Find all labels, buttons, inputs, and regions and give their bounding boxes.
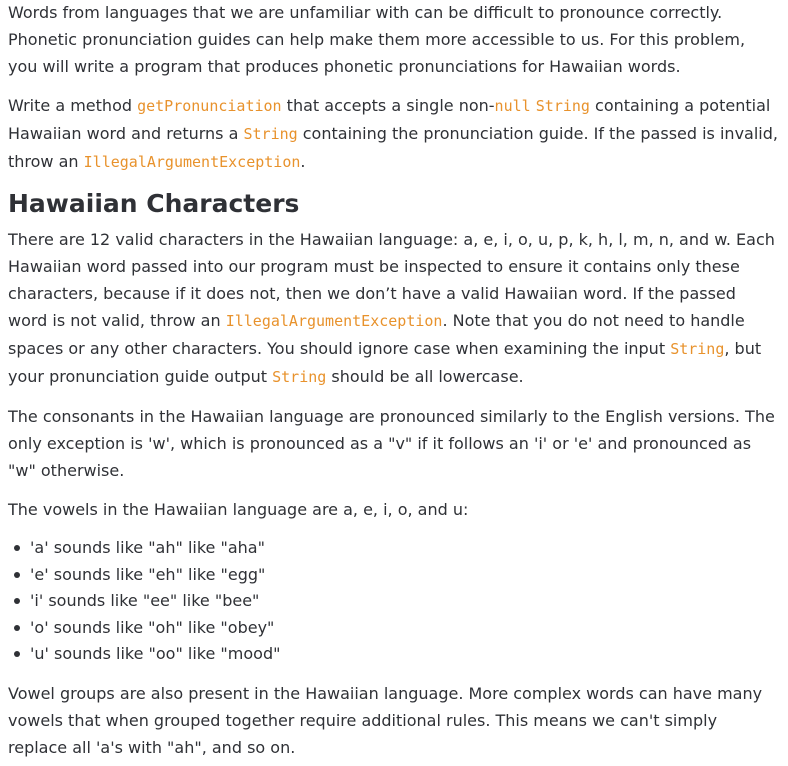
vowel-groups-paragraph: Vowel groups are also present in the Hawaiian language. More complex words can have many vowels that when grouped together require additional rules. This means we can't simply replace all 'a's with "ah", and so on. (8, 683, 763, 757)
code-string: String (535, 97, 590, 115)
code-string: String (272, 368, 327, 386)
characters-text: . Note that you do not need to handle spaces or any other characters. You should ignore case when examining the input (8, 311, 745, 358)
list-item-text: 'i' sounds like "ee" like "bee" (30, 591, 260, 610)
list-item (30, 535, 778, 562)
method-text: . (300, 152, 306, 171)
method-text: that accepts a single non- (281, 96, 495, 115)
list-item (30, 562, 778, 589)
intro-paragraph: Words from languages that we are unfamiliar with can be difficult to pronounce correctly. Phonetic pronunciation guides can help make them more accessible to us. For this problem, you will write a program that produces phonetic pronunciations for Hawaiian words. (8, 3, 746, 76)
bullet-icon (14, 651, 20, 657)
section-heading: Hawaiian Characters (8, 189, 300, 218)
consonants-paragraph: The consonants in the Hawaiian language are pronounced similarly to the English versions. The only exception is 'w', which is pronounced as a "v" if it follows an 'i' or 'e' and pronounced as "w" otherwise. (8, 407, 775, 480)
code-illegalargumentexception: IllegalArgumentException (225, 312, 443, 330)
code-getpronunciation: getPronunciation (137, 97, 282, 115)
bullet-icon (14, 625, 20, 631)
characters-text: There are 12 valid characters in the Hawaiian language: a, e, i, o, u, p, k, h, l, m, n, and w. Each Hawaiian word passed into our program must be inspected to ensure it contains only these characters, because if it does not, then we don’t have a valid Hawaiian word. If the passed word is not valid, throw an (8, 230, 775, 330)
method-text: containing a potential Hawaiian word and returns a (8, 96, 771, 143)
code-string: String (670, 340, 725, 358)
code-string: String (243, 125, 298, 143)
list-item (30, 615, 778, 642)
method-paragraph (8, 92, 778, 176)
list-item (30, 588, 778, 615)
vowel-list (8, 535, 778, 668)
list-item-text: 'o' sounds like "oh" like "obey" (30, 617, 275, 637)
list-item-text: 'e' sounds like "eh" like "egg" (30, 564, 266, 584)
list-item-text: 'a' sounds like "ah" like "aha" (30, 538, 265, 557)
code-null: null (494, 97, 531, 115)
characters-paragraph (8, 226, 778, 391)
bullet-icon (14, 572, 20, 578)
method-text: Write a method (8, 96, 138, 115)
characters-text: should be all lowercase. (326, 367, 524, 386)
bullet-icon (14, 598, 20, 604)
bullet-icon (14, 545, 20, 551)
list-item (30, 641, 778, 668)
characters-text: , but your pronunciation guide output (8, 339, 762, 386)
list-item-text: 'u' sounds like "oo" like "mood" (30, 644, 281, 663)
code-illegalargumentexception: IllegalArgumentException (83, 153, 301, 171)
method-text: containing the pronunciation guide. If the passed is invalid, throw an (8, 124, 778, 171)
vowels-paragraph: The vowels in the Hawaiian language are a, e, i, o, and u: (8, 500, 469, 519)
